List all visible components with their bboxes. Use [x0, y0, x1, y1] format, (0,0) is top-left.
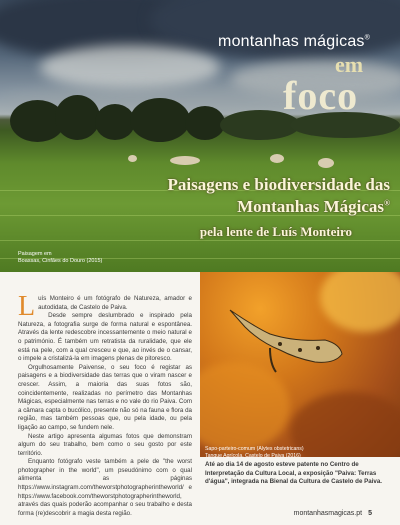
article-body	[18, 291, 192, 518]
headline-line3: pela lente de Luís Monteiro	[199, 224, 352, 239]
sheep	[170, 156, 200, 165]
tree	[55, 95, 100, 140]
tree	[95, 104, 135, 140]
hero-photo-caption: Paisagem em Boassas, Cinfães do Douro (2015)	[18, 251, 103, 264]
page-number: 5	[368, 510, 372, 517]
paragraph: Neste artigo apresenta algumas fotos que demonstram algum do seu trabalho, bem como o seu gosto por este território.	[18, 432, 192, 457]
headline-line1: Paisagens e biodiversidade das	[167, 175, 390, 194]
headline-line2: Montanhas Mágicas®	[237, 197, 390, 216]
tree	[130, 98, 190, 142]
paragraph: Orgulhosamente Paivense, o seu foco é registar as paisagens e a biodiversidade das terras que o viram nascer e crescer. Assim, a maioria das suas fotos são, coincidentemente, realizadas no perímetro das Montanhas Mágicas, especialmente nas terras e no vale do rio Paiva. Com a câmara capta o bucólico, presente não só na fauna e flora da região, mas também pessoas que, ou pela idade, ou pela ligação ao campo, se fundem nele.	[18, 363, 192, 431]
section-em: em	[335, 52, 364, 77]
magazine-title: montanhas mágicas®	[218, 33, 370, 50]
paragraph: Enquanto fotógrafo veste também a pele de "the worst photographer in the world", um pseudónimo com o qual alimenta as páginas https://www.instagram.com/theworstphotographerintheworld/ e https://www.facebook.com/theworstphotographerintheworld, através das quais poderão acompanhar o seu trabalho e desta forma (re)descobrir a magia desta região.	[18, 458, 192, 517]
sheep	[318, 158, 334, 168]
page-footer	[294, 510, 372, 517]
sheep	[128, 155, 137, 162]
intro-paragraph: Luís Monteiro é um fotógrafo de Natureza, amador e autodidata, de Castelo de Paiva.	[18, 291, 192, 322]
footer-site: montanhasmagicas.pt	[293, 510, 363, 517]
exhibition-note: Até ao dia 14 de agosto esteve patente no Centro de Interpretação da Cultura Local, a exposição "Paiva: Terras d'água", integrada na Bienal da Cultura de Castelo de Paiva.	[205, 461, 383, 486]
cloud	[40, 45, 220, 90]
tree	[185, 106, 225, 140]
toad-icon	[200, 272, 400, 457]
dropcap: L	[18, 291, 36, 322]
toad-photo-caption: Sapo-parteiro-comum (Alytes obstetricans) Tanque Agrícola, Castelo de Paiva (2016)	[205, 446, 304, 459]
toad-photo	[200, 272, 400, 457]
sheep	[270, 154, 284, 163]
paragraph: Desde sempre deslumbrado e inspirado pela Natureza, a fotografia surge de forma natural e espontânea. Através da lente redescobre incessantemente o meio natural e o património. É também um retratista da ruralidade, que ele está na pele, com a qual cresceu e que, ao invés de o cansar, o impele a cristalizá-la em imagens plenas de pitoresco.	[18, 312, 192, 363]
section-foco: foco	[283, 73, 359, 118]
